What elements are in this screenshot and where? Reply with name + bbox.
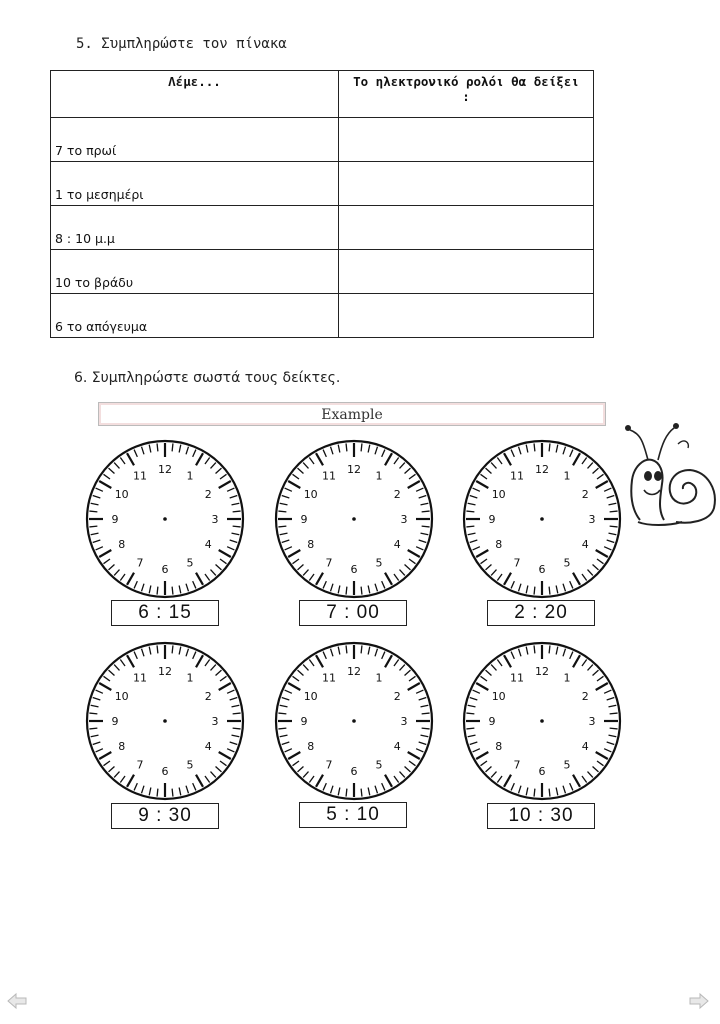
clock-face-5[interactable] [272, 639, 436, 803]
clock-number: 6 [350, 563, 358, 576]
clock-number: 4 [393, 538, 401, 551]
clock-number: 4 [393, 740, 401, 753]
row-label: 10 το βράδυ [51, 250, 339, 294]
clock-number: 7 [325, 758, 333, 772]
clock-number: 8 [495, 740, 503, 753]
clock-number: 11 [322, 469, 336, 483]
clock-number: 8 [118, 538, 126, 551]
clock-number: 7 [136, 758, 144, 772]
clock-number: 2 [581, 690, 589, 703]
minute-tick [278, 526, 286, 527]
clock-number: 6 [538, 765, 546, 778]
clock-center [163, 517, 167, 521]
clock-number: 9 [488, 715, 496, 728]
clock-number: 12 [347, 463, 361, 476]
minute-tick [89, 526, 97, 527]
minute-tick [157, 645, 158, 653]
minute-tick [278, 728, 286, 729]
clock-number: 2 [204, 690, 212, 703]
clock-number: 3 [588, 715, 596, 728]
clock-number: 4 [581, 538, 589, 551]
clock-number: 7 [325, 556, 333, 570]
clock-number: 6 [350, 765, 358, 778]
clock-number: 3 [588, 513, 596, 526]
minute-tick [233, 713, 241, 714]
clock-number: 12 [158, 463, 172, 476]
clock-number: 9 [111, 513, 119, 526]
minute-tick [89, 728, 97, 729]
minute-tick [534, 587, 535, 595]
clock-number: 3 [211, 715, 219, 728]
clock-number: 11 [510, 671, 524, 685]
minute-tick [610, 728, 618, 729]
minute-tick [172, 587, 173, 595]
minute-tick [233, 526, 241, 527]
minute-tick [534, 645, 535, 653]
previous-page-arrow-icon[interactable] [6, 992, 28, 1010]
clock-number: 5 [375, 556, 383, 570]
row-label: 1 το μεσημέρι [51, 162, 339, 206]
clock-number: 1 [563, 671, 571, 685]
clock-number: 7 [513, 758, 521, 772]
minute-tick [172, 789, 173, 797]
minute-tick [549, 443, 550, 451]
time-label: 2 : 20 [487, 600, 595, 626]
minute-tick [157, 443, 158, 451]
clock-number: 1 [375, 671, 383, 685]
minute-tick [549, 645, 550, 653]
clock-number: 1 [375, 469, 383, 483]
minute-tick [89, 511, 97, 512]
clock-face-3[interactable] [460, 437, 624, 601]
minute-tick [466, 511, 474, 512]
next-page-arrow-icon[interactable] [688, 992, 710, 1010]
time-label: 5 : 10 [299, 802, 407, 828]
clock-number: 10 [303, 488, 318, 501]
clock-number: 5 [563, 758, 571, 772]
minute-tick [361, 443, 362, 451]
clock-number: 11 [510, 469, 524, 483]
question-6-title: 6. Συμπληρώστε σωστά τους δείκτες. [74, 370, 341, 386]
minute-tick [422, 511, 430, 512]
clock-number: 12 [535, 665, 549, 678]
clock-face-2[interactable] [272, 437, 436, 601]
minute-tick [466, 713, 474, 714]
clock-number: 10 [114, 488, 129, 501]
clock-center [352, 517, 356, 521]
clock-number: 2 [581, 488, 589, 501]
header-digital-clock: Το ηλεκτρονικό ρολόι θα δείξει : [339, 71, 594, 118]
clock-number: 5 [375, 758, 383, 772]
clock-number: 11 [133, 671, 147, 685]
minute-tick [361, 645, 362, 653]
row-label: 7 το πρωί [51, 118, 339, 162]
clock-center [163, 719, 167, 723]
clock-number: 8 [307, 538, 315, 551]
clock-number: 10 [114, 690, 129, 703]
minute-tick [157, 587, 158, 595]
clock-number: 9 [488, 513, 496, 526]
clock-number: 6 [161, 765, 169, 778]
snail-icon [618, 410, 720, 540]
minute-tick [346, 443, 347, 451]
row-label: 8 : 10 μ.μ [51, 206, 339, 250]
minute-tick [610, 713, 618, 714]
clock-number: 1 [563, 469, 571, 483]
clock-number: 5 [186, 758, 194, 772]
minute-tick [278, 511, 286, 512]
clock-face-1[interactable] [83, 437, 247, 601]
minute-tick [172, 443, 173, 451]
minute-tick [233, 511, 241, 512]
clock-number: 5 [563, 556, 571, 570]
minute-tick [422, 713, 430, 714]
clock-number: 4 [204, 538, 212, 551]
minute-tick [422, 526, 430, 527]
minute-tick [89, 713, 97, 714]
clock-number: 1 [186, 469, 194, 483]
clock-number: 9 [300, 513, 308, 526]
minute-tick [610, 526, 618, 527]
clock-number: 3 [211, 513, 219, 526]
clock-number: 11 [133, 469, 147, 483]
clock-number: 1 [186, 671, 194, 685]
minute-tick [422, 728, 430, 729]
header-we-say: Λέμε... [51, 71, 339, 118]
question-5-title: 5. Συμπληρώστε τον πίνακα [76, 36, 287, 52]
minute-tick [172, 645, 173, 653]
example-banner: Example [98, 402, 606, 426]
clock-number: 5 [186, 556, 194, 570]
time-label: 6 : 15 [111, 600, 219, 626]
clock-number: 6 [538, 563, 546, 576]
minute-tick [549, 587, 550, 595]
clock-number: 4 [204, 740, 212, 753]
minute-tick [361, 587, 362, 595]
clock-number: 9 [111, 715, 119, 728]
minute-tick [361, 789, 362, 797]
minute-tick [466, 728, 474, 729]
clock-number: 8 [495, 538, 503, 551]
clock-number: 10 [491, 488, 506, 501]
minute-tick [278, 713, 286, 714]
clock-number: 11 [322, 671, 336, 685]
clock-number: 2 [204, 488, 212, 501]
minute-tick [346, 789, 347, 797]
clock-number: 9 [300, 715, 308, 728]
minute-tick [534, 789, 535, 797]
clock-center [540, 517, 544, 521]
clock-number: 8 [307, 740, 315, 753]
minute-tick [466, 526, 474, 527]
minute-tick [233, 728, 241, 729]
clock-number: 8 [118, 740, 126, 753]
clock-face-6[interactable] [460, 639, 624, 803]
clock-number: 3 [400, 715, 408, 728]
minute-tick [157, 789, 158, 797]
time-label: 9 : 30 [111, 803, 219, 829]
minute-tick [534, 443, 535, 451]
clock-number: 7 [513, 556, 521, 570]
time-label: 7 : 00 [299, 600, 407, 626]
clock-number: 10 [491, 690, 506, 703]
minute-tick [346, 645, 347, 653]
clock-number: 12 [535, 463, 549, 476]
clock-number: 12 [347, 665, 361, 678]
minute-tick [346, 587, 347, 595]
clock-number: 10 [303, 690, 318, 703]
minute-tick [610, 511, 618, 512]
minute-tick [549, 789, 550, 797]
clock-number: 12 [158, 665, 172, 678]
clock-number: 6 [161, 563, 169, 576]
clock-number: 3 [400, 513, 408, 526]
clock-face-4[interactable] [83, 639, 247, 803]
time-label: 10 : 30 [487, 803, 595, 829]
clock-center [540, 719, 544, 723]
clock-number: 2 [393, 690, 401, 703]
clock-number: 4 [581, 740, 589, 753]
clock-center [352, 719, 356, 723]
row-label: 6 το απόγευμα [51, 294, 339, 338]
clock-number: 2 [393, 488, 401, 501]
clock-number: 7 [136, 556, 144, 570]
